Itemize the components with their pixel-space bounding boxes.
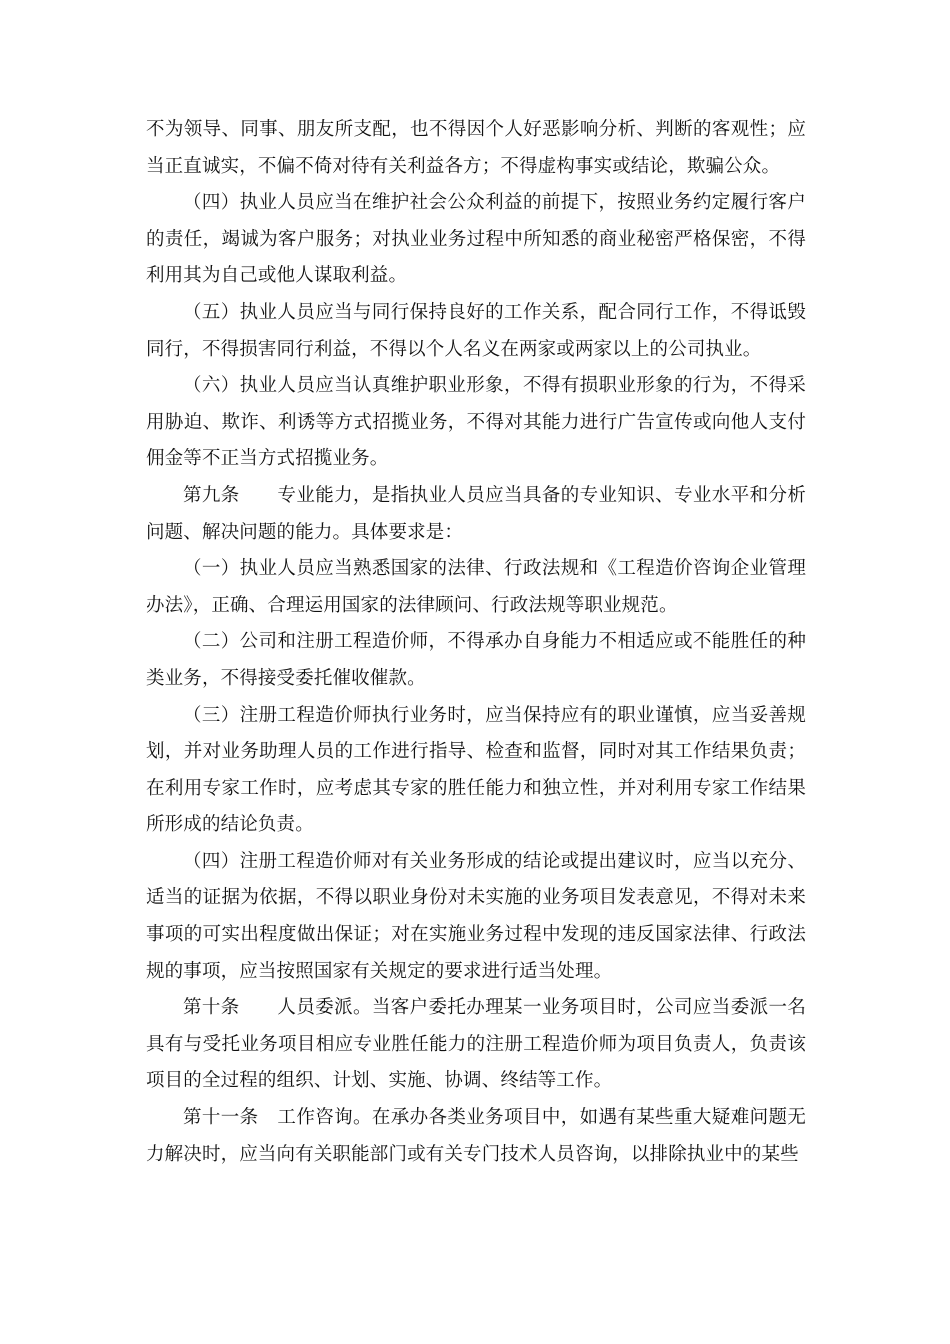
paragraph-article-9-item-2: （二）公司和注册工程造价师，不得承办自身能力不相适应或不能胜任的种类业务，不得接受委托催收催款。 (146, 631, 806, 689)
paragraph-article-9-item-4: （四）注册工程造价师对有关业务形成的结论或提出建议时，应当以充分、适当的证据为依据，不得以职业身份对未实施的业务项目发表意见，不得对未来事项的可实出程度做出保证；对在实施业务过程中发现的违反国家法律、行政法规的事项，应当按照国家有关规定的要求进行适当处理。 (146, 850, 806, 982)
paragraph-item-5-peer-relations: （五）执业人员应当与同行保持良好的工作关系，配合同行工作，不得诋毁同行，不得损害同行利益，不得以个人名义在两家或两家以上的公司执业。 (146, 301, 806, 360)
paragraph-item-4-client-duty: （四）执业人员应当在维护社会公众利益的前提下，按照业务约定履行客户的责任，竭诚为客户服务；对执业业务过程中所知悉的商业秘密严格保密，不得利用其为自己或他人谋取利益。 (146, 192, 806, 287)
paragraph-article-9-item-1: （一）执业人员应当熟悉国家的法律、行政法规和《工程造价咨询企业管理办法》，正确、合理运用国家的法律顾问、行政法规等职业规范。 (146, 558, 806, 616)
paragraph-article-9-item-3: （三）注册工程造价师执行业务时，应当保持应有的职业谨慎，应当妥善规划，并对业务助理人员的工作进行指导、检查和监督，同时对其工作结果负责；在利用专家工作时，应考虑其专家的胜任能力和独立性，并对利用专家工作结果所形成的结论负责。 (146, 704, 806, 836)
paragraph-continuation: 不为领导、同事、朋友所支配，也不得因个人好恶影响分析、判断的客观性；应当正直诚实，不偏不倚对待有关利益各方；不得虚构事实或结论，欺骗公众。 (146, 119, 806, 177)
paragraph-item-6-professional-image: （六）执业人员应当认真维护职业形象，不得有损职业形象的行为，不得采用胁迫、欺诈、利诱等方式招揽业务，不得对其能力进行广告宣传或向他人支付佣金等不正当方式招揽业务。 (146, 375, 806, 470)
paragraph-article-11: 第十一条 工作咨询。在承办各类业务项目中，如遇有某些重大疑难问题无力解决时，应当向有关职能部门或有关专门技术人员咨询，以排除执业中的某些 (146, 1107, 806, 1165)
paragraph-article-10: 第十条 人员委派。当客户委托办理某一业务项目时，公司应当委派一名具有与受托业务项目相应专业胜任能力的注册工程造价师为项目负责人，负责该项目的全过程的组织、计划、实施、协调、终结等工作。 (146, 997, 806, 1092)
paragraph-article-9: 第九条 专业能力，是指执业人员应当具备的专业知识、专业水平和分析问题、解决问题的能力。具体要求是： (146, 484, 806, 543)
document-body (146, 112, 806, 1173)
